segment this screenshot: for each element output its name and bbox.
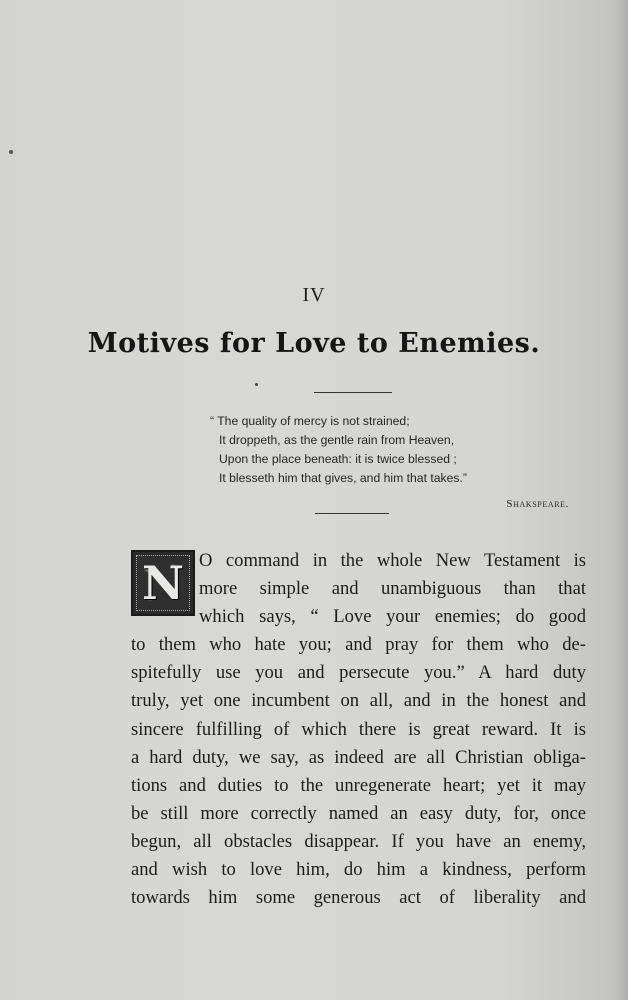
- body-paragraph: [131, 547, 586, 912]
- print-speck: [255, 383, 258, 386]
- body-line: more simple and unambiguous than that: [199, 578, 586, 600]
- divider-rule: [315, 513, 389, 514]
- epigraph-attribution: Shakspeare.: [506, 498, 569, 510]
- body-line: be still more correctly named an easy duty, for, once: [131, 802, 586, 824]
- drop-cap-letter: N: [141, 556, 185, 610]
- body-line: and wish to love him, do him a kindness, perform: [131, 859, 586, 881]
- chapter-title: Motives for Love to Enemies.: [87, 328, 541, 359]
- body-line: O command in the whole New Testament is: [199, 550, 586, 571]
- epigraph-line: “ The quality of mercy is not strained;: [210, 414, 410, 428]
- page-edge-shadow: [614, 0, 628, 1000]
- chapter-number: IV: [302, 284, 326, 306]
- body-line: truly, yet one incumbent on all, and in the honest and: [131, 690, 586, 712]
- epigraph: [210, 412, 570, 488]
- body-line: begun, all obstacles disappear. If you have an enemy,: [131, 830, 586, 852]
- body-line: to them who hate you; and pray for them who de-: [131, 634, 586, 656]
- body-line: tions and duties to the unregenerate heart; yet it may: [131, 774, 586, 796]
- body-line: sincere fulfilling of which there is great reward. It is: [131, 718, 586, 740]
- print-speck: [9, 150, 13, 154]
- body-line: towards him some generous act of liberality and: [131, 887, 586, 909]
- divider-rule: [314, 392, 392, 393]
- epigraph-line: It blesseth him that gives, and him that takes.”: [219, 471, 467, 485]
- epigraph-line: It droppeth, as the gentle rain from Heaven,: [219, 433, 455, 447]
- epigraph-line: Upon the place beneath: it is twice blessed ;: [219, 452, 457, 466]
- body-line: spitefully use you and persecute you.” A hard duty: [131, 662, 586, 684]
- body-line: which says, “ Love your enemies; do good: [199, 606, 586, 628]
- body-line: a hard duty, we say, as indeed are all Christian obliga-: [131, 746, 586, 768]
